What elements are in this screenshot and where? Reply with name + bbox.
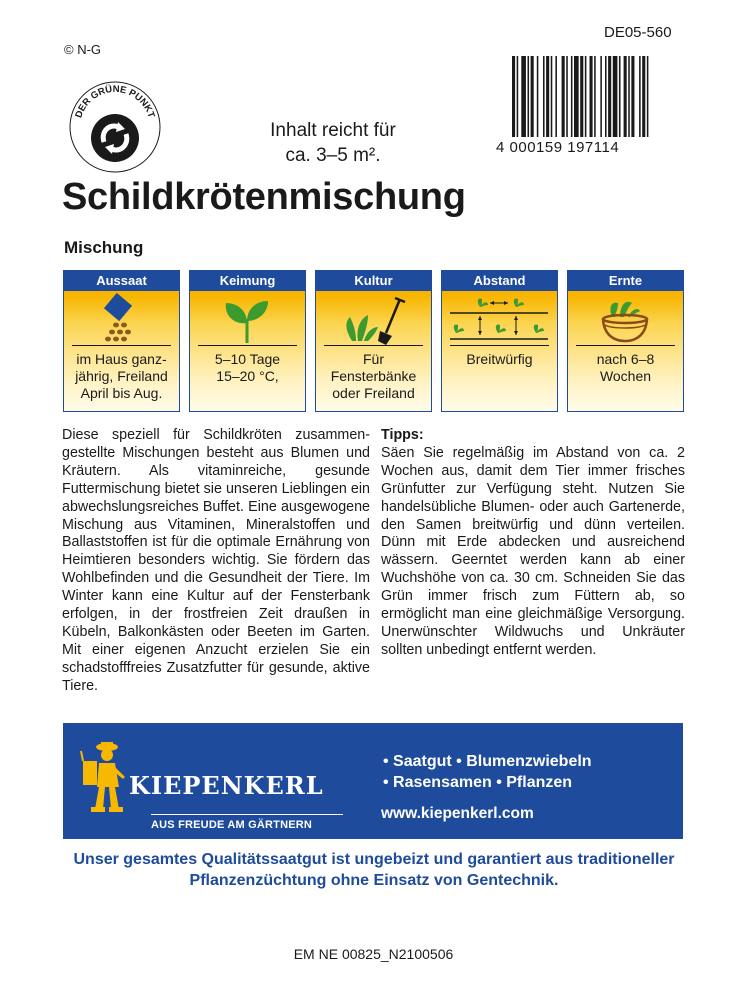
info-line: Fensterbänke bbox=[330, 368, 417, 384]
barcode-bar bbox=[562, 56, 565, 142]
barcode-bar bbox=[608, 56, 611, 142]
info-line: jährig, Freiland bbox=[75, 368, 168, 384]
info-line: Für bbox=[363, 351, 384, 367]
info-box-header: Abstand bbox=[442, 271, 557, 291]
brand-banner bbox=[63, 723, 683, 839]
barcode-bar bbox=[613, 56, 618, 142]
info-box-header: Aussaat bbox=[64, 271, 179, 291]
barcode-bar bbox=[600, 56, 602, 142]
em-code: EM NE 00825_N2100506 bbox=[293, 946, 454, 962]
barcode-bar bbox=[566, 56, 568, 142]
spacing-rows-icon bbox=[442, 293, 556, 345]
gruene-punkt-text: DER GRÜNE PUNKT bbox=[73, 83, 157, 120]
brand-list-line-1: • Saatgut • Blumenzwiebeln bbox=[383, 753, 592, 770]
content-info-line-2: ca. 3–5 m². bbox=[285, 145, 381, 166]
info-box-ernte bbox=[567, 270, 684, 412]
barcode-bar bbox=[571, 56, 573, 142]
brand-product-list bbox=[383, 751, 592, 793]
info-box-header: Kultur bbox=[316, 271, 431, 291]
info-line: 15–20 °C, bbox=[216, 368, 279, 384]
seedling-icon bbox=[190, 293, 304, 345]
barcode-bar bbox=[531, 56, 534, 142]
barcode-bar bbox=[521, 56, 526, 142]
tips-section bbox=[381, 427, 685, 660]
info-line: 5–10 Tage bbox=[214, 351, 281, 367]
info-line: Wochen bbox=[599, 368, 652, 384]
seed-bag-icon bbox=[64, 293, 178, 345]
barcode-bar bbox=[537, 56, 539, 142]
barcode-bar bbox=[594, 56, 596, 142]
info-line: Breitwürfig bbox=[466, 351, 533, 367]
info-box-abstand bbox=[441, 270, 558, 412]
barcode-bar bbox=[624, 56, 627, 142]
article-code: DE05-560 bbox=[604, 24, 672, 41]
barcode-bar bbox=[546, 56, 549, 142]
content-info-line-1: Inhalt reicht für bbox=[270, 120, 396, 141]
product-description: Diese speziell für Schildkröten zusammengestellte Mischungen besteht aus Blumen und Kräutern. Als vitaminreiche, gesunde Futtermischung bietet sie unseren Lieblingen ein abwechslungsreiches Buffet. Eine ausgewogene Mischung aus Vitaminen, Mineralstoffen und Ballaststoffen ist für die optimale Ernährung von Heimtieren besonders wichtig. Sie fördern das Wohlbefinden und die Gesundheit der Tiere. Im Winter kann eine Kultur auf der Fensterbank erfolgen, in der frostfreien Zeit draußen in Kübeln, Balkonkästen oder Beeten im Garten. Mit einer eigenen Anzucht erzielen Sie ein schadstofffreies Zusatzfutter für gesunde, aktive Tiere. bbox=[62, 427, 370, 694]
barcode-bar bbox=[605, 56, 607, 142]
barcode-bar bbox=[551, 56, 553, 142]
barcode-bar bbox=[574, 56, 579, 142]
barcode-bar bbox=[631, 56, 634, 142]
brand-list-line-2: • Rasensamen • Pflanzen bbox=[383, 774, 573, 791]
brand-name: KIEPENKERL bbox=[129, 771, 324, 800]
info-line: nach 6–8 bbox=[596, 351, 655, 367]
info-box-keimung bbox=[189, 270, 306, 412]
info-box-kultur bbox=[315, 270, 432, 412]
brand-slogan: AUS FREUDE AM GÄRTNERN bbox=[151, 819, 313, 831]
barcode-bar bbox=[543, 56, 545, 142]
recycle-arrows-icon bbox=[91, 114, 139, 162]
barcode-bar bbox=[619, 56, 621, 142]
barcode-bar bbox=[628, 56, 630, 142]
info-line: April bis Aug. bbox=[80, 385, 163, 401]
guarantee-statement: Unser gesamtes Qualitätssaatgut ist ungebeizt und garantiert aus traditioneller Pflanzenzüchtung ohne Einsatz von Gentechnik. bbox=[73, 851, 675, 889]
info-box-header: Ernte bbox=[568, 271, 683, 291]
product-subtitle: Mischung bbox=[64, 238, 144, 257]
barcode-bar bbox=[639, 56, 641, 142]
spade-plant-icon bbox=[316, 293, 430, 345]
copyright-note: © N-G bbox=[64, 42, 102, 57]
info-box-header: Keimung bbox=[190, 271, 305, 291]
brand-website: www.kiepenkerl.com bbox=[381, 805, 534, 822]
kiepenkerl-logo bbox=[79, 737, 359, 831]
product-title: Schildkrötenmischung bbox=[62, 176, 466, 218]
gruene-punkt-logo bbox=[68, 80, 162, 174]
tips-text: Säen Sie regelmäßig im Abstand von ca. 2 Wochen aus, damit dem Tier immer frisches Grünfutter zur Verfügung steht. Nutzen Sie handelsübliche Blumen- oder auch Gartenerde, den Samen breitwürfig und dünn verteilen. Dünn mit Erde abdecken und ausreichend wässern. Geerntet werden kann ab einer Wuchshöhe von ca. 30 cm. Schneiden Sie das Grün immer frisch zum Füttern ab, so ermöglicht man eine gleichmäßige Versorgung. Unerwünschter Wildwuchs und Unkräuter sollten unbedingt entfernt werden. bbox=[381, 444, 685, 658]
tips-heading: Tipps: bbox=[381, 427, 424, 443]
info-line: oder Freiland bbox=[332, 385, 415, 401]
content-info bbox=[222, 118, 444, 168]
info-line: im Haus ganz- bbox=[76, 351, 167, 367]
kiepenkerl-mascot-icon bbox=[79, 741, 129, 815]
info-box-aussaat bbox=[63, 270, 180, 412]
barcode-bar bbox=[642, 56, 645, 142]
barcode-number: 4 000159 197114 bbox=[496, 137, 686, 156]
harvest-bowl-icon bbox=[568, 293, 682, 345]
barcode-bar bbox=[528, 56, 530, 142]
barcode-bar bbox=[590, 56, 593, 142]
barcode-bar bbox=[555, 56, 557, 142]
